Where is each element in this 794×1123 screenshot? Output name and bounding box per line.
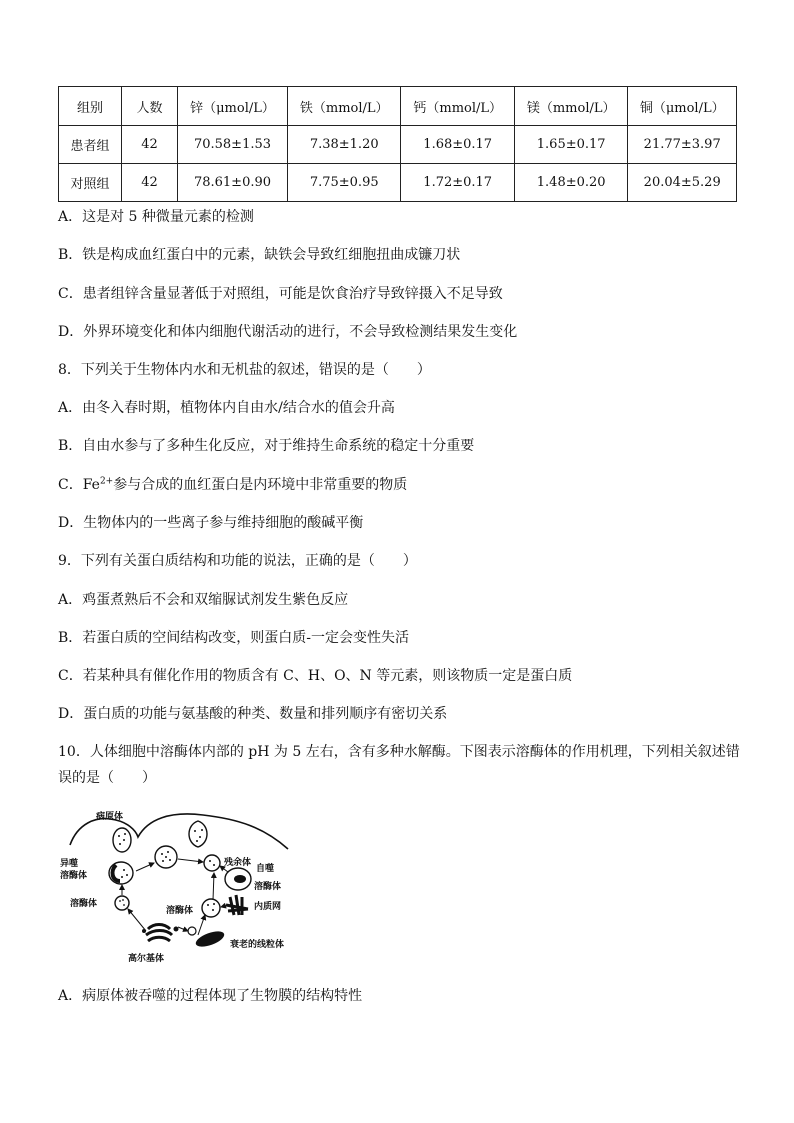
table-header-cell: 铜（μmol/L） bbox=[628, 87, 737, 126]
q8-option-b: B．自由水参与了多种生化反应，对于维持生命系统的稳定十分重要 bbox=[58, 438, 475, 454]
label-aged-mito: 衰老的线粒体 bbox=[230, 940, 285, 950]
table-header-cell: 铁（mmol/L） bbox=[288, 87, 401, 126]
table-cell: 70.58±1.53 bbox=[178, 126, 288, 164]
q8-option-c-rest: 参与合成的血红蛋白是内环境中非常重要的物质 bbox=[113, 477, 408, 493]
table-cell: 1.65±0.17 bbox=[514, 126, 627, 164]
q8-option-a: A．由冬入春时期，植物体内自由水/结合水的值会升高 bbox=[58, 400, 395, 416]
table-cell: 78.61±0.90 bbox=[178, 164, 288, 202]
label-lysosome-left: 溶酶体 bbox=[70, 899, 98, 909]
table-cell: 42 bbox=[122, 164, 178, 202]
table-cell: 21.77±3.97 bbox=[628, 126, 737, 164]
arrow bbox=[178, 859, 203, 862]
q10-stem-line2: 误的是（ ） bbox=[58, 770, 156, 786]
q7-option-a: A．这是对 5 种微量元素的检测 bbox=[58, 209, 254, 225]
exocytosis-vesicle-icon bbox=[189, 821, 207, 847]
arrow bbox=[136, 863, 154, 871]
endoplasmic-reticulum-icon bbox=[226, 895, 248, 915]
label-heterophagic-2: 溶酶体 bbox=[60, 871, 88, 881]
q7-option-b: B．铁是构成血红蛋白中的元素，缺铁会导致红细胞扭曲成镰刀状 bbox=[58, 247, 461, 263]
q8-option-c-prefix: C．Fe bbox=[58, 477, 100, 493]
table-cell: 对照组 bbox=[59, 164, 122, 202]
q8-option-c bbox=[58, 475, 407, 495]
label-golgi: 高尔基体 bbox=[128, 954, 165, 964]
table-row bbox=[59, 126, 737, 164]
table-header-cell: 钙（mmol/L） bbox=[401, 87, 514, 126]
trace-element-table bbox=[58, 86, 737, 202]
q9-option-a: A．鸡蛋煮熟后不会和双缩脲试剂发生紫色反应 bbox=[58, 592, 349, 608]
q8-stem: 8．下列关于生物体内水和无机盐的叙述，错误的是（ ） bbox=[58, 362, 431, 378]
small-lysosome-icon bbox=[188, 927, 196, 935]
golgi-body-icon bbox=[142, 925, 179, 942]
residual-body-icon bbox=[204, 855, 220, 871]
table-header-cell: 人数 bbox=[122, 87, 178, 126]
table-cell: 7.38±1.20 bbox=[288, 126, 401, 164]
table-cell: 42 bbox=[122, 126, 178, 164]
q7-option-d: D．外界环境变化和体内细胞代谢活动的进行，不会导致检测结果发生变化 bbox=[58, 324, 518, 340]
label-pathogen: 病原体 bbox=[96, 812, 124, 822]
heterophagic-lysosome-icon bbox=[109, 862, 133, 884]
primary-lysosome-left-icon bbox=[115, 896, 129, 910]
label-er: 内质网 bbox=[254, 902, 282, 912]
q9-option-c: C．若某种具有催化作用的物质含有 C、H、O、N 等元素，则该物质一定是蛋白质 bbox=[58, 668, 573, 684]
table-cell: 20.04±5.29 bbox=[628, 164, 737, 202]
arrow bbox=[178, 927, 188, 931]
q7-option-c: C．患者组锌含量显著低于对照组，可能是饮食治疗导致锌摄入不足导致 bbox=[58, 286, 503, 302]
table-cell: 1.48±0.20 bbox=[514, 164, 627, 202]
label-autophagic-1: 自噬 bbox=[256, 864, 275, 874]
table-cell: 1.68±0.17 bbox=[401, 126, 514, 164]
label-residual-body: 残余体 bbox=[224, 858, 252, 868]
pathogen-icon bbox=[113, 828, 131, 852]
ion-charge-superscript: 2+ bbox=[99, 476, 114, 487]
arrow bbox=[213, 873, 214, 900]
table-header-row bbox=[59, 87, 737, 126]
table-cell: 患者组 bbox=[59, 126, 122, 164]
arrow bbox=[198, 915, 205, 935]
arrow bbox=[128, 909, 146, 931]
table-row bbox=[59, 164, 737, 202]
table-cell: 1.72±0.17 bbox=[401, 164, 514, 202]
table-header-cell: 锌（μmol/L） bbox=[178, 87, 288, 126]
q8-option-d: D．生物体内的一些离子参与维持细胞的酸碱平衡 bbox=[58, 515, 364, 531]
table-cell: 7.75±0.95 bbox=[288, 164, 401, 202]
autophagosome-icon bbox=[202, 899, 220, 917]
q10-option-a: A．病原体被吞噬的过程体现了生物膜的结构特性 bbox=[58, 988, 363, 1004]
q9-option-d: D．蛋白质的功能与氨基酸的种类、数量和排列顺序有密切关系 bbox=[58, 706, 448, 722]
label-autophagic-2: 溶酶体 bbox=[254, 882, 282, 892]
label-heterophagic-1: 异噬 bbox=[60, 859, 79, 869]
table-header-cell: 组别 bbox=[59, 87, 122, 126]
aged-mitochondrion-icon bbox=[194, 928, 226, 950]
q10-stem-line1: 10．人体细胞中溶酶体内部的 pH 为 5 左右，含有多种水解酶。下图表示溶酶体的作用机理，下列相关叙述错 bbox=[58, 744, 740, 760]
label-lysosome-mid: 溶酶体 bbox=[166, 906, 194, 916]
q9-option-b: B．若蛋白质的空间结构改变，则蛋白质-一定会变性失活 bbox=[58, 630, 410, 646]
table-header-cell: 镁（mmol/L） bbox=[514, 87, 627, 126]
q9-stem: 9．下列有关蛋白质结构和功能的说法，正确的是（ ） bbox=[58, 553, 417, 569]
digesting-vesicle-icon bbox=[155, 846, 177, 868]
autophagic-lysosome-icon bbox=[225, 868, 251, 890]
lysosome-mechanism-diagram bbox=[58, 805, 303, 970]
